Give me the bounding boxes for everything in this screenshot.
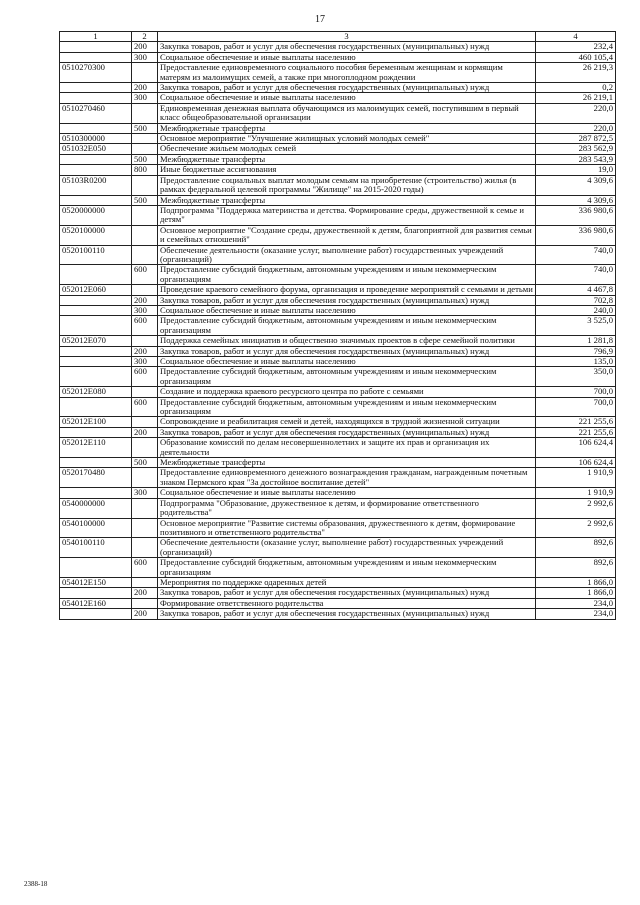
table-row (60, 558, 616, 578)
row-amount-cell: 1 910,9 (536, 468, 616, 488)
row-code-cell (60, 316, 132, 336)
table-row (60, 305, 616, 315)
table-row (60, 397, 616, 417)
row-code-cell: 0520170480 (60, 468, 132, 488)
table-row (60, 458, 616, 468)
row-kvr-cell: 300 (132, 305, 158, 315)
row-kvr-cell: 200 (132, 83, 158, 93)
table-row (60, 63, 616, 83)
table-row (60, 103, 616, 123)
row-code-cell: 052012E060 (60, 285, 132, 295)
row-name-cell: Предоставление субсидий бюджетным, автономным учреждениям и иным некоммерческим организациям (158, 316, 536, 336)
table-row (60, 598, 616, 608)
table-row (60, 609, 616, 619)
row-code-cell: 054012E160 (60, 598, 132, 608)
row-kvr-cell (132, 577, 158, 587)
row-amount-cell: 700,0 (536, 397, 616, 417)
row-amount-cell: 135,0 (536, 357, 616, 367)
row-name-cell: Формирование ответственного родительства (158, 598, 536, 608)
table-row (60, 367, 616, 387)
row-name-cell: Социальное обеспечение и иные выплаты населению (158, 93, 536, 103)
row-kvr-cell: 200 (132, 42, 158, 52)
row-kvr-cell (132, 538, 158, 558)
row-code-cell: 0540100000 (60, 518, 132, 538)
row-kvr-cell: 200 (132, 588, 158, 598)
row-kvr-cell (132, 518, 158, 538)
row-name-cell: Межбюджетные трансферты (158, 154, 536, 164)
row-name-cell: Мероприятия по поддержке одаренных детей (158, 577, 536, 587)
row-kvr-cell: 200 (132, 295, 158, 305)
row-code-cell (60, 588, 132, 598)
row-name-cell: Предоставление единовременного денежного вознаграждения гражданам, награжденным почетным знаком Пермского края "За достойное воспитание детей" (158, 468, 536, 488)
row-code-cell (60, 123, 132, 133)
row-code-cell (60, 609, 132, 619)
row-kvr-cell (132, 285, 158, 295)
row-code-cell: 054012E150 (60, 577, 132, 587)
row-name-cell: Единовременная денежная выплата обучающимся из малоимущих семей, поступившим в первый класс общеобразовательной организации (158, 103, 536, 123)
table-row (60, 42, 616, 52)
row-amount-cell: 220,0 (536, 123, 616, 133)
row-name-cell: Закупка товаров, работ и услуг для обеспечения государственных (муниципальных) нужд (158, 588, 536, 598)
row-kvr-cell (132, 417, 158, 427)
row-code-cell: 052012E070 (60, 336, 132, 346)
row-kvr-cell: 500 (132, 458, 158, 468)
row-amount-cell: 1 866,0 (536, 588, 616, 598)
row-amount-cell: 3 525,0 (536, 316, 616, 336)
row-amount-cell: 220,0 (536, 103, 616, 123)
row-code-cell: 0510300000 (60, 134, 132, 144)
table-row (60, 165, 616, 175)
row-kvr-cell: 500 (132, 195, 158, 205)
row-amount-cell: 336 980,6 (536, 205, 616, 225)
row-code-cell: 051032E050 (60, 144, 132, 154)
row-name-cell: Предоставление субсидий бюджетным, автономным учреждениям и иным некоммерческим организациям (158, 558, 536, 578)
row-amount-cell: 2 992,6 (536, 498, 616, 518)
column-header: 3 (158, 32, 536, 42)
row-kvr-cell: 600 (132, 367, 158, 387)
row-code-cell (60, 93, 132, 103)
row-kvr-cell: 600 (132, 558, 158, 578)
row-kvr-cell (132, 63, 158, 83)
row-code-cell: 05103R0200 (60, 175, 132, 195)
row-name-cell: Образование комиссий по делам несовершеннолетних и защите их прав и организация их деятельности (158, 438, 536, 458)
row-code-cell (60, 558, 132, 578)
row-amount-cell: 336 980,6 (536, 225, 616, 245)
row-code-cell: 052012E110 (60, 438, 132, 458)
row-name-cell: Обеспечение деятельности (оказание услуг, выполнение работ) государственных учреждений (организаций) (158, 245, 536, 265)
table-row (60, 387, 616, 397)
row-kvr-cell: 500 (132, 123, 158, 133)
row-name-cell: Проведение краевого семейного форума, организация и проведение мероприятий с семьями и детьми (158, 285, 536, 295)
table-row (60, 225, 616, 245)
column-header: 1 (60, 32, 132, 42)
table-row (60, 285, 616, 295)
row-code-cell (60, 195, 132, 205)
table-row (60, 134, 616, 144)
row-name-cell: Закупка товаров, работ и услуг для обеспечения государственных (муниципальных) нужд (158, 346, 536, 356)
table-row (60, 205, 616, 225)
row-amount-cell: 1 910,9 (536, 488, 616, 498)
row-amount-cell: 232,4 (536, 42, 616, 52)
row-name-cell: Обеспечение жильем молодых семей (158, 144, 536, 154)
table-row (60, 336, 616, 346)
row-name-cell: Межбюджетные трансферты (158, 195, 536, 205)
row-amount-cell: 4 467,8 (536, 285, 616, 295)
column-header: 4 (536, 32, 616, 42)
row-kvr-cell (132, 598, 158, 608)
row-code-cell: 0520000000 (60, 205, 132, 225)
row-amount-cell: 283 562,9 (536, 144, 616, 154)
row-kvr-cell (132, 175, 158, 195)
row-amount-cell: 796,9 (536, 346, 616, 356)
document-code: 2388-18 (24, 880, 48, 888)
table-row (60, 175, 616, 195)
row-amount-cell: 4 309,6 (536, 175, 616, 195)
row-amount-cell: 1 866,0 (536, 577, 616, 587)
row-code-cell: 0520100110 (60, 245, 132, 265)
row-amount-cell: 700,0 (536, 387, 616, 397)
row-name-cell: Межбюджетные трансферты (158, 123, 536, 133)
row-amount-cell: 283 543,9 (536, 154, 616, 164)
row-kvr-cell (132, 245, 158, 265)
row-kvr-cell (132, 336, 158, 346)
row-kvr-cell: 300 (132, 93, 158, 103)
row-code-cell (60, 367, 132, 387)
row-amount-cell: 350,0 (536, 367, 616, 387)
row-name-cell: Закупка товаров, работ и услуг для обеспечения государственных (муниципальных) нужд (158, 427, 536, 437)
row-kvr-cell: 600 (132, 397, 158, 417)
row-name-cell: Иные бюджетные ассигнования (158, 165, 536, 175)
row-kvr-cell: 500 (132, 154, 158, 164)
table-row (60, 52, 616, 62)
row-kvr-cell: 300 (132, 357, 158, 367)
row-name-cell: Подпрограмма "Поддержка материнства и детства. Формирование среды, дружественной к семье и детям" (158, 205, 536, 225)
table-row (60, 488, 616, 498)
table-row (60, 538, 616, 558)
row-kvr-cell: 200 (132, 609, 158, 619)
row-name-cell: Обеспечение деятельности (оказание услуг, выполнение работ) государственных учреждений (организаций) (158, 538, 536, 558)
row-name-cell: Социальное обеспечение и иные выплаты населению (158, 52, 536, 62)
row-code-cell (60, 458, 132, 468)
row-name-cell: Закупка товаров, работ и услуг для обеспечения государственных (муниципальных) нужд (158, 83, 536, 93)
row-kvr-cell (132, 498, 158, 518)
row-code-cell (60, 346, 132, 356)
row-amount-cell: 460 105,4 (536, 52, 616, 62)
row-kvr-cell (132, 438, 158, 458)
row-code-cell (60, 42, 132, 52)
row-code-cell (60, 83, 132, 93)
table-row (60, 295, 616, 305)
table-row (60, 346, 616, 356)
row-name-cell: Предоставление единовременного социального пособия беременным женщинам и кормящим матерям из малоимущих семей, а также при многоплодном рождении (158, 63, 536, 83)
row-kvr-cell (132, 134, 158, 144)
table-row (60, 154, 616, 164)
row-amount-cell: 26 219,1 (536, 93, 616, 103)
table-row (60, 83, 616, 93)
row-name-cell: Социальное обеспечение и иные выплаты населению (158, 357, 536, 367)
table-header-row (60, 32, 616, 42)
table-row (60, 316, 616, 336)
row-amount-cell: 234,0 (536, 609, 616, 619)
table-row (60, 195, 616, 205)
row-code-cell: 0510270300 (60, 63, 132, 83)
row-amount-cell: 240,0 (536, 305, 616, 315)
row-name-cell: Основное мероприятие "Создание среды, дружественной к детям, благоприятной для развития семьи и семейных отношений" (158, 225, 536, 245)
table-row (60, 265, 616, 285)
row-kvr-cell (132, 468, 158, 488)
row-code-cell (60, 52, 132, 62)
row-name-cell: Предоставление субсидий бюджетным, автономным учреждениям и иным некоммерческим организациям (158, 367, 536, 387)
row-name-cell: Межбюджетные трансферты (158, 458, 536, 468)
row-kvr-cell: 300 (132, 488, 158, 498)
row-amount-cell: 221 255,6 (536, 427, 616, 437)
row-kvr-cell: 300 (132, 52, 158, 62)
page-number: 17 (315, 14, 325, 25)
row-code-cell (60, 427, 132, 437)
row-kvr-cell: 600 (132, 316, 158, 336)
row-code-cell: 0540000000 (60, 498, 132, 518)
row-amount-cell: 106 624,4 (536, 458, 616, 468)
row-amount-cell: 26 219,3 (536, 63, 616, 83)
row-kvr-cell (132, 205, 158, 225)
table-row (60, 427, 616, 437)
budget-table (59, 31, 616, 620)
row-code-cell (60, 397, 132, 417)
row-kvr-cell: 200 (132, 346, 158, 356)
row-name-cell: Закупка товаров, работ и услуг для обеспечения государственных (муниципальных) нужд (158, 295, 536, 305)
row-amount-cell: 740,0 (536, 265, 616, 285)
row-code-cell (60, 357, 132, 367)
row-kvr-cell (132, 387, 158, 397)
row-name-cell: Закупка товаров, работ и услуг для обеспечения государственных (муниципальных) нужд (158, 42, 536, 52)
row-kvr-cell: 200 (132, 427, 158, 437)
table-row (60, 357, 616, 367)
row-code-cell (60, 488, 132, 498)
row-name-cell: Закупка товаров, работ и услуг для обеспечения государственных (муниципальных) нужд (158, 609, 536, 619)
row-code-cell: 052012E080 (60, 387, 132, 397)
row-code-cell: 0510270460 (60, 103, 132, 123)
table-row (60, 438, 616, 458)
table-row (60, 245, 616, 265)
table-row (60, 518, 616, 538)
row-name-cell: Социальное обеспечение и иные выплаты населению (158, 305, 536, 315)
row-amount-cell: 740,0 (536, 245, 616, 265)
row-amount-cell: 287 872,5 (536, 134, 616, 144)
row-amount-cell: 892,6 (536, 538, 616, 558)
row-amount-cell: 2 992,6 (536, 518, 616, 538)
row-code-cell (60, 265, 132, 285)
row-code-cell: 0540100110 (60, 538, 132, 558)
row-kvr-cell: 800 (132, 165, 158, 175)
row-name-cell: Основное мероприятие "Улучшение жилищных условий молодых семей" (158, 134, 536, 144)
row-amount-cell: 0,2 (536, 83, 616, 93)
row-name-cell: Предоставление субсидий бюджетным, автономным учреждениям и иным некоммерческим организациям (158, 397, 536, 417)
row-name-cell: Создание и поддержка краевого ресурсного центра по работе с семьями (158, 387, 536, 397)
table-row (60, 468, 616, 488)
row-name-cell: Предоставление социальных выплат молодым семьям на приобретение (строительство) жилья (в рамках федеральной целевой программы "Жилище" на 2015-2020 годы) (158, 175, 536, 195)
row-amount-cell: 19,0 (536, 165, 616, 175)
row-amount-cell: 221 255,6 (536, 417, 616, 427)
row-code-cell (60, 165, 132, 175)
table-row (60, 498, 616, 518)
row-name-cell: Предоставление субсидий бюджетным, автономным учреждениям и иным некоммерческим организациям (158, 265, 536, 285)
row-amount-cell: 234,0 (536, 598, 616, 608)
row-kvr-cell: 600 (132, 265, 158, 285)
table-row (60, 417, 616, 427)
row-code-cell (60, 154, 132, 164)
column-header: 2 (132, 32, 158, 42)
row-kvr-cell (132, 144, 158, 154)
table-row (60, 123, 616, 133)
row-amount-cell: 4 309,6 (536, 195, 616, 205)
row-amount-cell: 1 281,8 (536, 336, 616, 346)
row-name-cell: Сопровождение и реабилитация семей и детей, находящихся в трудной жизненной ситуации (158, 417, 536, 427)
row-name-cell: Социальное обеспечение и иные выплаты населению (158, 488, 536, 498)
row-code-cell (60, 295, 132, 305)
row-name-cell: Основное мероприятие "Развитие системы образования, дружественного к детям, формирование позитивного и ответственного родительства" (158, 518, 536, 538)
table-row (60, 144, 616, 154)
row-code-cell (60, 305, 132, 315)
row-name-cell: Поддержка семейных инициатив и общественно значимых проектов в сфере семейной политики (158, 336, 536, 346)
row-code-cell: 0520100000 (60, 225, 132, 245)
row-name-cell: Подпрограмма "Образование, дружественное к детям, и формирование ответственного родительства" (158, 498, 536, 518)
row-amount-cell: 702,8 (536, 295, 616, 305)
row-kvr-cell (132, 225, 158, 245)
table-row (60, 588, 616, 598)
row-amount-cell: 892,6 (536, 558, 616, 578)
table-row (60, 577, 616, 587)
row-amount-cell: 106 624,4 (536, 438, 616, 458)
row-code-cell: 052012E100 (60, 417, 132, 427)
table-row (60, 93, 616, 103)
row-kvr-cell (132, 103, 158, 123)
